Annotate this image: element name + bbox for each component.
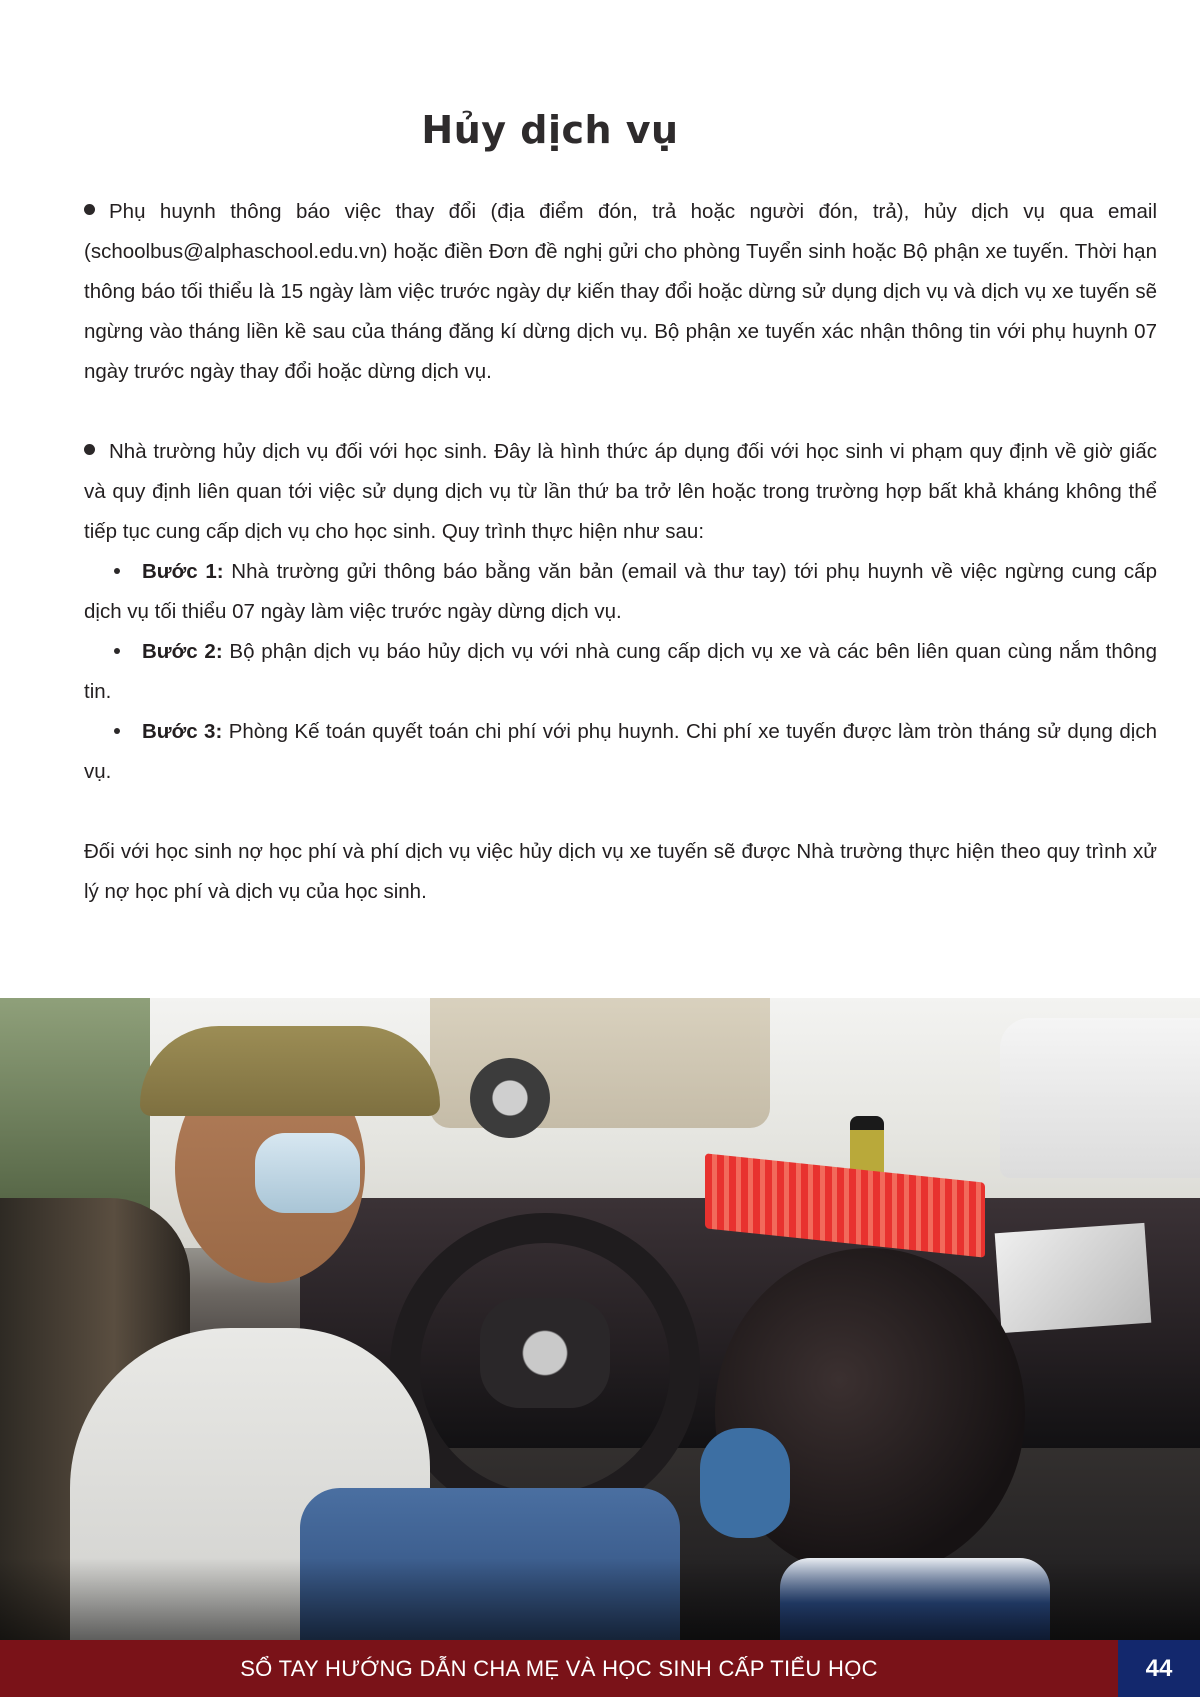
bullet-parent-notice [84, 192, 1157, 392]
step-label: Bước 3: [142, 720, 223, 743]
debt-note: Đối với học sinh nợ học phí và phí dịch vụ việc hủy dịch vụ xe tuyến sẽ được Nhà trường thực hiện theo quy trình xử lý nợ học phí và dịch vụ của học sinh. [84, 840, 1157, 903]
school-bus-driver-photo [0, 998, 1200, 1640]
page-footer [0, 1640, 1200, 1697]
spacer [84, 392, 1157, 432]
driver-cap [140, 1026, 440, 1116]
step-text: Bộ phận dịch vụ báo hủy dịch vụ với nhà cung cấp dịch vụ xe và các bên liên quan cùng nắm thông tin. [84, 640, 1157, 703]
bullet-dot-icon [84, 444, 95, 455]
parent-notice-text: Phụ huynh thông báo việc thay đổi (địa điểm đón, trả hoặc người đón, trả), hủy dịch vụ qua email (schoolbus@alphaschool.edu.vn) hoặc điền Đơn đề nghị gửi cho phòng Tuyển sinh hoặc Bộ phận xe tuyến. Thời hạn thông báo tối thiểu là 15 ngày làm việc trước ngày dự kiến thay đổi hoặc dừng sử dụng dịch vụ và dịch vụ xe tuyến sẽ ngừng vào tháng liền kề sau của tháng đăng kí dừng dịch vụ. Bộ phận xe tuyến xác nhận thông tin với phụ huynh 07 ngày trước ngày thay đổi hoặc dừng dịch vụ. [84, 200, 1157, 383]
van-wheel [470, 1058, 550, 1138]
driver-mask [255, 1133, 360, 1213]
child-mask [700, 1428, 790, 1538]
parked-car [1000, 1018, 1200, 1178]
spacer [84, 792, 1157, 832]
step-bullet-icon [114, 568, 120, 574]
step-bullet-icon [114, 728, 120, 734]
step-3 [84, 712, 1157, 792]
bullet-school-cancel [84, 432, 1157, 552]
photo-shade [0, 1558, 1200, 1640]
step-1 [84, 552, 1157, 632]
step-text: Nhà trường gửi thông báo bằng văn bản (email và thư tay) tới phụ huynh về việc ngừng cung cấp dịch vụ tối thiểu 07 ngày làm việc trước ngày dừng dịch vụ. [84, 560, 1157, 623]
step-text: Phòng Kế toán quyết toán chi phí với phụ huynh. Chi phí xe tuyến được làm tròn tháng sử dụng dịch vụ. [84, 720, 1157, 783]
page-content [84, 192, 1157, 912]
page-number: 44 [1118, 1640, 1200, 1697]
footer-title: SỔ TAY HƯỚNG DẪN CHA MẸ VÀ HỌC SINH CẤP TIỂU HỌC [240, 1656, 878, 1681]
steering-hub [480, 1298, 610, 1408]
step-bullet-icon [114, 648, 120, 654]
school-cancel-text: Nhà trường hủy dịch vụ đối với học sinh. Đây là hình thức áp dụng đối với học sinh vi phạm quy định về giờ giấc và quy định liên quan tới việc sử dụng dịch vụ từ lần thứ ba trở lên hoặc trong trường hợp bất khả kháng không thể tiếp tục cung cấp dịch vụ cho học sinh. Quy trình thực hiện như sau: [84, 440, 1157, 543]
mask-box [995, 1223, 1152, 1333]
step-label: Bước 1: [142, 560, 224, 583]
step-label: Bước 2: [142, 640, 223, 663]
step-2 [84, 632, 1157, 712]
bullet-dot-icon [84, 204, 95, 215]
page-title: Hủy dịch vụ [421, 108, 679, 152]
